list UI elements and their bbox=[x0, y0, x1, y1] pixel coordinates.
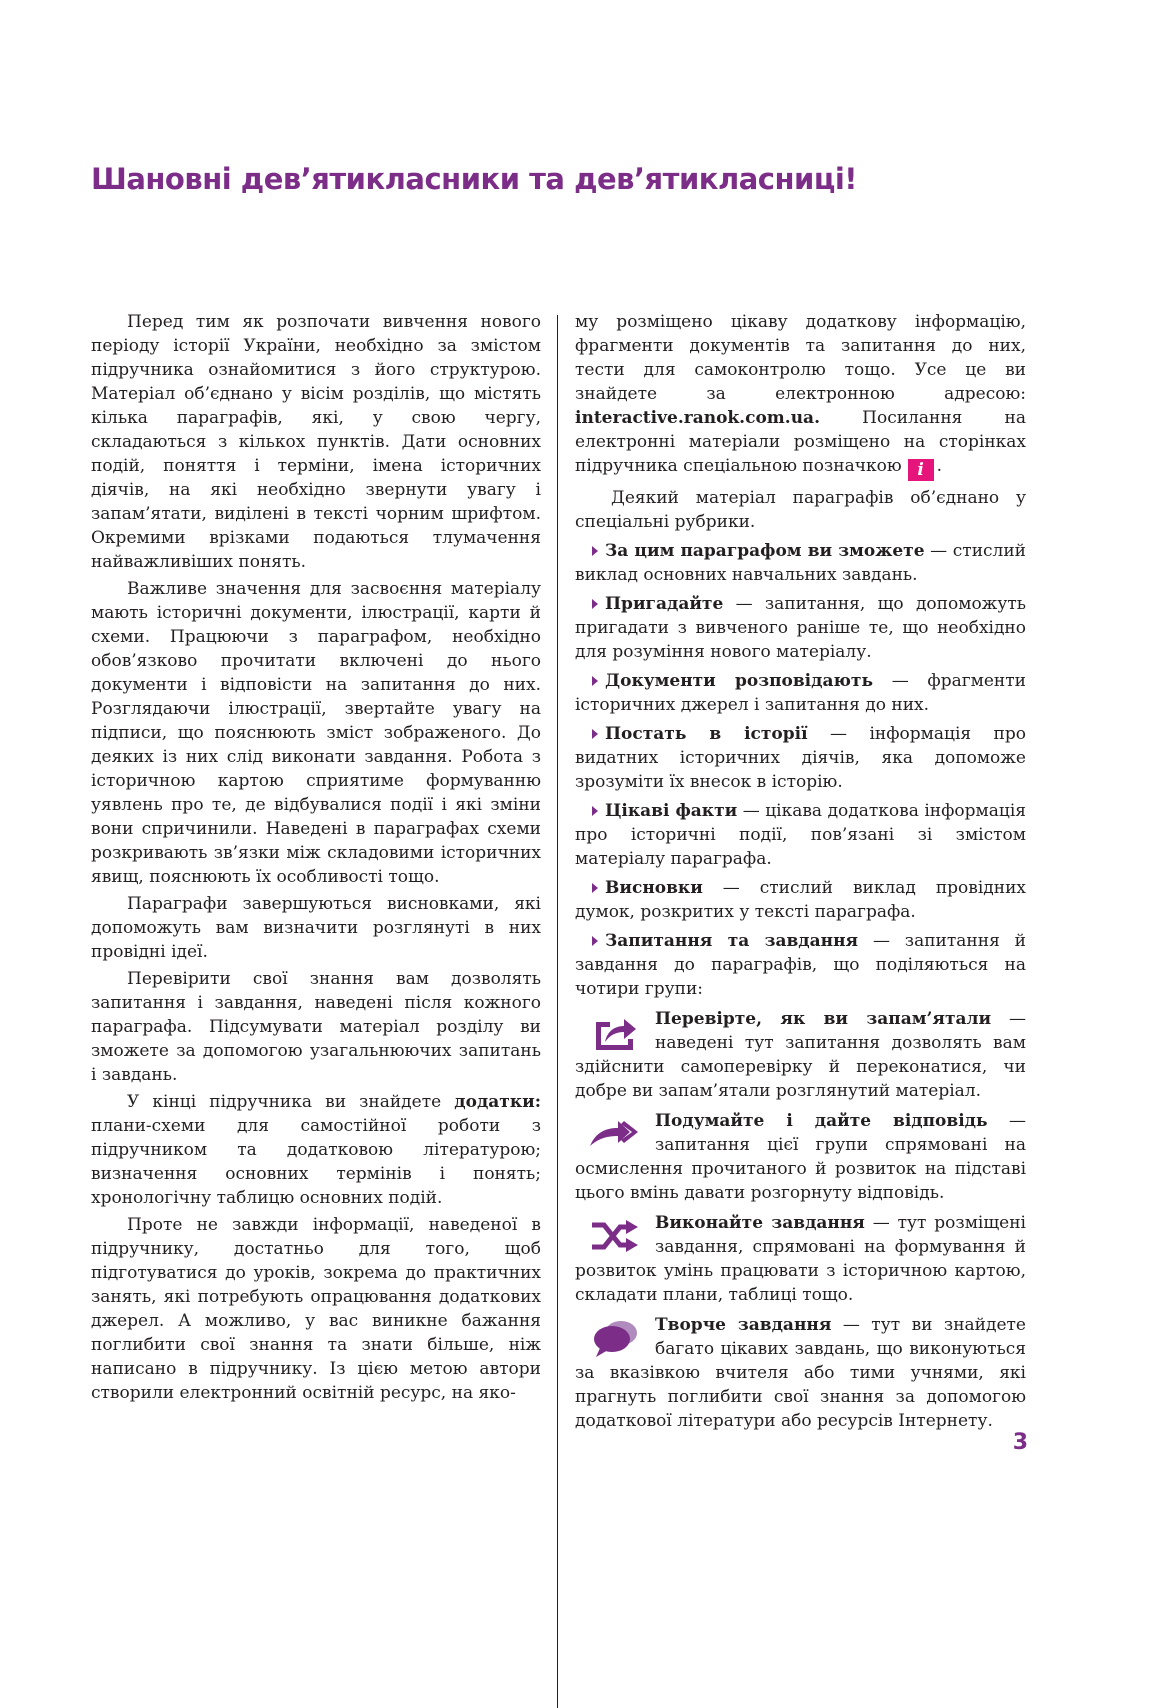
task-group-item bbox=[575, 1007, 1026, 1103]
paragraph: Деякий матеріал параграфів об’єднано у спеціальні рубрики. bbox=[575, 488, 1026, 532]
task-text: Творче завдання — тут ви знайдете багато цікавих завдань, що виконуються за вказівкою вчителя або тими учнями, які прагнуть поглибити свої знання за допомогою додаткової літератури або ресурсів Інтернету. bbox=[575, 1315, 1026, 1431]
rubric-item: Висновки — стислий виклад провідних думок, розкритих у тексті параграфа. bbox=[575, 878, 1026, 922]
share-arrow-icon bbox=[575, 1009, 655, 1055]
bullet-triangle-icon bbox=[592, 936, 598, 946]
task-group-item bbox=[575, 1109, 1026, 1205]
info-badge-icon: i bbox=[908, 459, 934, 481]
bullet-triangle-icon bbox=[592, 599, 598, 609]
resource-link[interactable]: interactive.ranok.com.ua. bbox=[575, 408, 820, 428]
rubric-item: Постать в історії — інформація про видатних історичних діячів, яка допоможе зрозуміти їх внесок в історію. bbox=[575, 724, 1026, 792]
paragraph: Проте не завжди інформації, наведеної в підручнику, достатньо для того, щоб підготуватися до уроків, зокрема до практичних занять, які потребують опрацювання додаткових джерел. А можливо, у вас виникне бажання поглибити свої знання та знати більше, ніж написано в підручнику. Із цією метою автори створили електронний освітній ресурс, на яко- bbox=[91, 1215, 541, 1403]
rubric-item: Цікаві факти — цікава додаткова інформація про історичні події, пов’язані зі змістом матеріалу параграфа. bbox=[575, 801, 1026, 869]
rubric-item: Пригадайте — запитання, що допоможуть пригадати з вивченого раніше те, що необхідно для розуміння нового матеріалу. bbox=[575, 594, 1026, 662]
rubric-list bbox=[575, 539, 1026, 1001]
bullet-triangle-icon bbox=[592, 806, 598, 816]
bullet-triangle-icon bbox=[592, 883, 598, 893]
paragraph: Важливе значення для засвоєння матеріалу мають історичні документи, ілюстрації, карти й схеми. Працюючи з параграфом, необхідно обов’язково прочитати включені до нього документи і відповісти на запитання до них. Розглядаючи ілюстрації, звертайте увагу на підписи, що пояснюють зміст зображеного. До деяких із них слід виконати завдання. Робота з історичною картою сприятиме формуванню уявлень про те, де відбувалися події і які зміни вони спричинили. Наведені в параграфах схеми розкривають зв’язки між складовими історичних явищ, пояснюють їх особливості тощо. bbox=[91, 579, 541, 887]
rubric-item: Документи розповідають — фрагменти історичних джерел і запитання до них. bbox=[575, 671, 1026, 715]
rubric-item: Запитання та завдання — запитання й завдання до параграфів, що поділяються на чотири групи: bbox=[575, 931, 1026, 999]
task-group-item bbox=[575, 1211, 1026, 1307]
paragraph: му розміщено цікаву додаткову інформацію, фрагменти документів та запитання до них, тести для самоконтролю тощо. Усе це ви знайдете за електронною адресою: interactive.ranok.com.ua. Посилання на електронні матеріали розміщено на сторінках підручника спеціальною позначкою i . bbox=[575, 312, 1026, 480]
double-arrow-icon bbox=[575, 1111, 655, 1157]
page-title: Шановні дев’ятикласники та дев’ятикласниці! bbox=[91, 162, 858, 196]
right-column bbox=[575, 310, 1026, 1433]
shuffle-icon bbox=[575, 1213, 655, 1259]
task-group-item bbox=[575, 1313, 1026, 1433]
bullet-triangle-icon bbox=[592, 729, 598, 739]
paragraph: У кінці підручника ви знайдете додатки: плани-схеми для самостійної роботи з підручником та додатковою літературою; визначення основних термінів і понять; хронологічну таблицю основних подій. bbox=[91, 1092, 541, 1208]
task-text: Подумайте і дайте відповідь — запитання цієї групи спрямовані на осмислення прочитаного й розвиток на підставі цього вмінь давати розгорнуту відповідь. bbox=[575, 1111, 1027, 1203]
paragraph: Перевірити свої знання вам дозволять запитання і завдання, наведені після кожного параграфа. Підсумувати матеріал розділу ви зможете за допомогою узагальнюючих запитань і завдань. bbox=[91, 969, 541, 1085]
task-text: Виконайте завдання — тут розміщені завдання, спрямовані на формування й розвиток умінь працювати з історичною картою, складати плани, таблиці тощо. bbox=[575, 1213, 1026, 1305]
speech-bubbles-icon bbox=[575, 1315, 655, 1361]
rubric-item: За цим параграфом ви зможете — стислий виклад основних навчальних завдань. bbox=[575, 541, 1027, 585]
column-divider bbox=[557, 315, 558, 1708]
page-number: 3 bbox=[1012, 1430, 1028, 1455]
bullet-triangle-icon bbox=[592, 676, 598, 686]
paragraph: Перед тим як розпочати вивчення нового періоду історії України, необхідно за змістом підручника ознайомитися з його структурою. Матеріал об’єднано у вісім розділів, що містять кілька параграфів, які, у свою чергу, складаються з кількох пунктів. Дати основних подій, поняття і терміни, імена історичних діячів, на які необхідно звернути увагу і запам’ятати, виділені в тексті чорним шрифтом. Окремими врізками подаються тлумачення найважливіших понять. bbox=[91, 312, 541, 572]
left-column bbox=[91, 310, 541, 1405]
task-text: Перевірте, як ви запам’ятали — наведені тут запитання дозволять вам здійснити самоперевірку й переконатися, чи добре ви запам’ятали розглянутий матеріал. bbox=[575, 1009, 1026, 1101]
bullet-triangle-icon bbox=[592, 546, 598, 556]
paragraph: Параграфи завершуються висновками, які допоможуть вам визначити розглянуті в них провідні ідеї. bbox=[91, 894, 541, 962]
